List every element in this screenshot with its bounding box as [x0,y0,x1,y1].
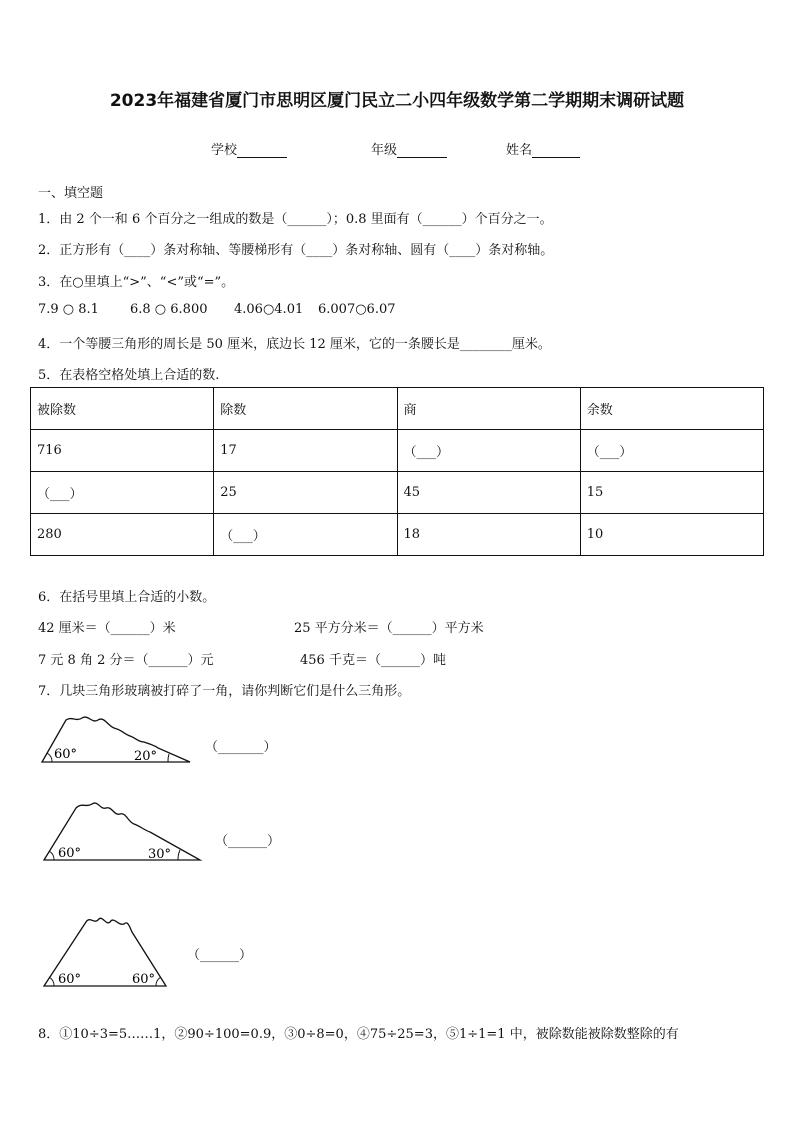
grade-blank[interactable] [397,143,447,158]
school-label: 学校 [211,143,238,158]
table-cell: 45 [397,472,580,514]
broken-triangle-3 [40,912,170,990]
table-cell[interactable]: （___） [31,472,214,514]
question-4: 4．一个等腰三角形的周长是 50 厘米，底边长 12 厘米，它的一条腰长是________厘米。 [38,337,551,352]
table-row [31,514,764,556]
tri3-answer[interactable]: （______） [187,948,253,963]
tri2-answer[interactable]: （______） [215,834,281,849]
q6-item: 456 千克＝（______）吨 [300,653,446,668]
table-cell: 280 [31,514,214,556]
q6-item: 7 元 8 角 2 分＝（______）元 [38,653,214,668]
q6-item: 25 平方分米＝（______）平方米 [294,621,484,636]
table-cell[interactable]: （___） [397,430,580,472]
name-label: 姓名 [506,143,533,158]
tri1-right-angle: 20° [134,749,158,764]
tri3-right-angle: 60° [132,972,156,987]
table-cell[interactable]: （___） [580,430,763,472]
name-blank[interactable] [532,143,580,158]
q3-item: 7.9 ○ 8.1 [38,302,99,317]
tri1-left-angle: 60° [54,747,78,762]
tri2-left-angle: 60° [58,846,82,861]
table-header-row [31,388,764,430]
tri1-answer[interactable]: （_______） [205,740,277,755]
q3-item: 6.8 ○ 6.800 [130,302,208,317]
table-cell: 25 [214,472,397,514]
table-cell[interactable]: （___） [214,514,397,556]
table-header-cell: 商 [397,388,580,430]
table-cell: 17 [214,430,397,472]
question-2: 2．正方形有（____）条对称轴、等腰梯形有（____）条对称轴、圆有（____）条对称轴。 [38,243,554,258]
tri2-right-angle: 30° [148,847,172,862]
grade-label: 年级 [371,143,398,158]
table-header-cell: 除数 [214,388,397,430]
question-8: 8．①10÷3=5……1，②90÷100=0.9，③0÷8=0，④75÷25=3，⑤1÷1=1 中，被除数能被除数整除的有 [38,1027,679,1042]
table-cell: 10 [580,514,763,556]
broken-triangle-2 [40,800,204,866]
question-7: 7．几块三角形玻璃被打碎了一角，请你判断它们是什么三角形。 [38,684,411,699]
question-3: 3．在○里填上“>”、“<”或“=”。 [38,275,235,290]
school-blank[interactable] [237,143,287,158]
broken-triangle-1 [38,712,194,770]
section-heading: 一、填空题 [38,186,104,201]
q6-item: 42 厘米＝（______）米 [38,621,176,636]
q3-item: 4.06○4.01 [234,302,304,317]
school-field [211,139,287,158]
table-cell: 18 [397,514,580,556]
question-5: 5．在表格空格处填上合适的数. [38,368,220,383]
table-cell: 15 [580,472,763,514]
table-row [31,472,764,514]
table-cell: 716 [31,430,214,472]
table-header-cell: 被除数 [31,388,214,430]
question-6: 6．在括号里填上合适的小数。 [38,590,216,605]
name-field [506,139,580,158]
division-table [30,387,764,556]
tri3-left-angle: 60° [58,972,82,987]
table-header-cell: 余数 [580,388,763,430]
table-row [31,430,764,472]
grade-field [371,139,447,158]
page-title: 2023年福建省厦门市思明区厦门民立二小四年级数学第二学期期末调研试题 [109,91,685,111]
question-1: 1．由 2 个一和 6 个百分之一组成的数是（______）；0.8 里面有（______）个百分之一。 [38,212,553,227]
q3-item: 6.007○6.07 [318,302,396,317]
